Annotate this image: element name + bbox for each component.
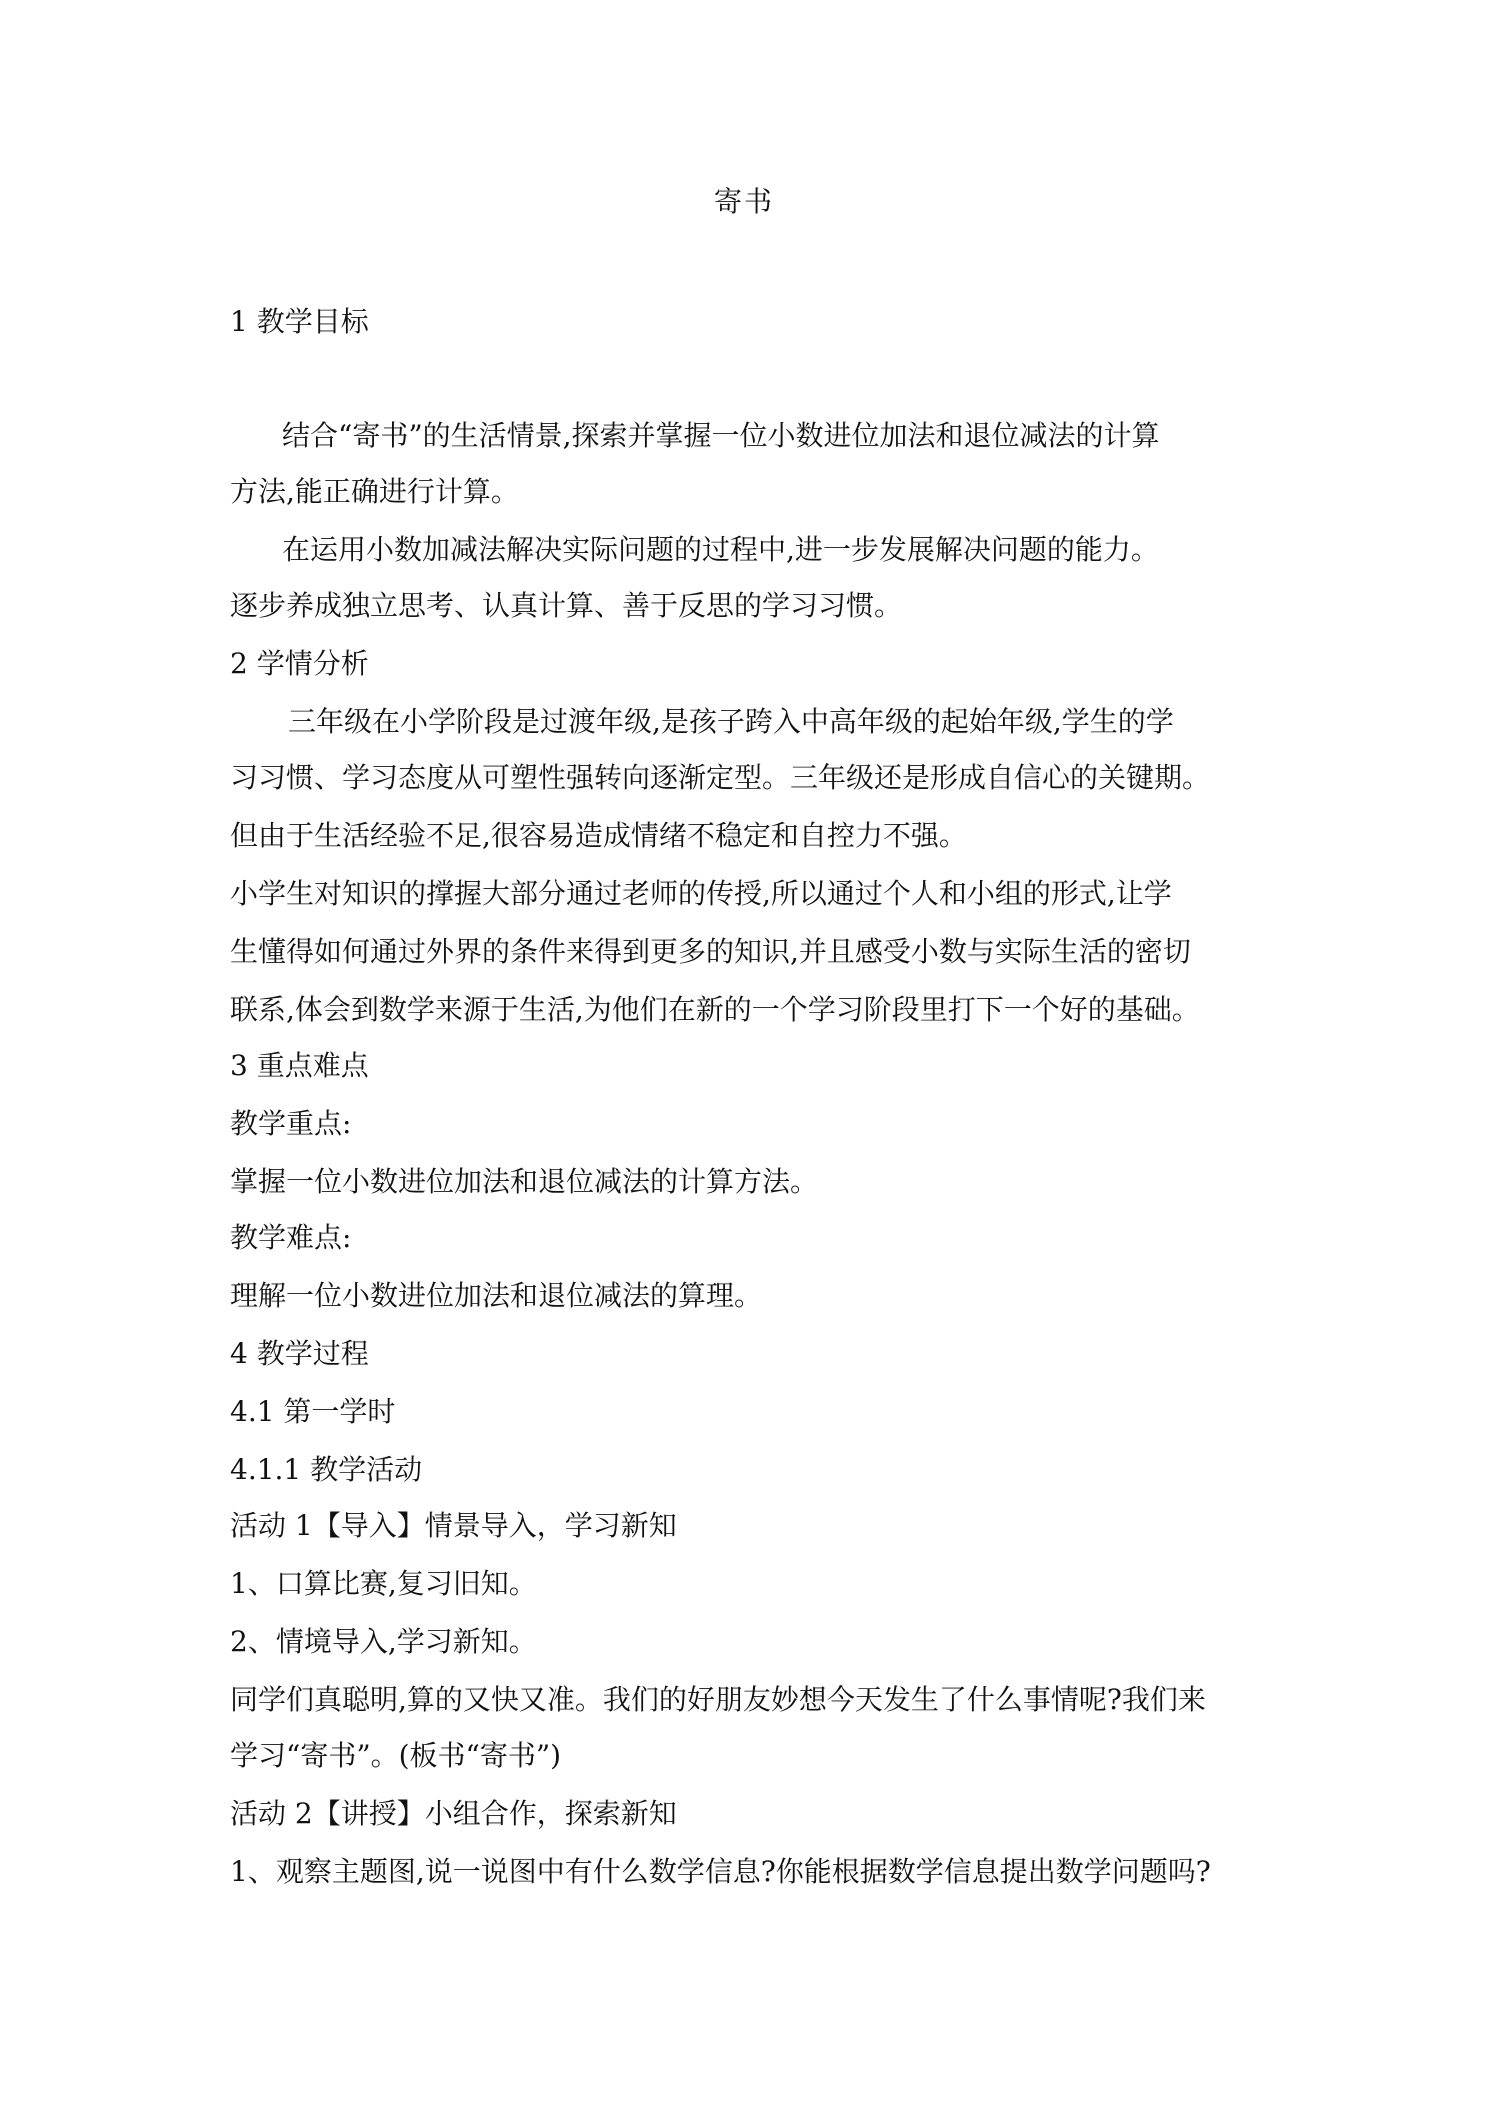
paragraph-line: 联系,体会到数学来源于生活,为他们在新的一个学习阶段里打下一个好的基础。 (230, 993, 1200, 1026)
paragraph-line: 同学们真聪明,算的又快又准。我们的好朋友妙想今天发生了什么事情呢?我们来 (230, 1683, 1206, 1716)
heading-teaching-activities: 4.1.1 教学活动 (230, 1453, 423, 1486)
paragraph-line: 结合“寄书”的生活情景,探索并掌握一位小数进位加法和退位减法的计算 (282, 419, 1160, 452)
subheading-teaching-difficulty: 教学难点: (230, 1221, 352, 1254)
activity-1-heading: 活动 1【导入】情景导入，学习新知 (230, 1509, 677, 1542)
paragraph-line: 逐步养成独立思考、认真计算、善于反思的学习习惯。 (230, 589, 903, 622)
paragraph-line: 理解一位小数进位加法和退位减法的算理。 (230, 1279, 763, 1312)
list-item: 1、观察主题图,说一说图中有什么数学信息?你能根据数学信息提出数学问题吗? (230, 1855, 1211, 1888)
paragraph-line: 小学生对知识的撑握大部分通过老师的传授,所以通过个人和小组的形式,让学 (230, 877, 1172, 910)
heading-student-analysis: 2 学情分析 (230, 647, 369, 680)
paragraph-line: 掌握一位小数进位加法和退位减法的计算方法。 (230, 1165, 819, 1198)
list-item: 1、口算比赛,复习旧知。 (230, 1567, 537, 1600)
activity-2-heading: 活动 2【讲授】小组合作，探索新知 (230, 1797, 677, 1830)
paragraph-line: 三年级在小学阶段是过渡年级,是孩子跨入中高年级的起始年级,学生的学 (288, 705, 1174, 738)
paragraph-line: 生懂得如何通过外界的条件来得到更多的知识,并且感受小数与实际生活的密切 (230, 935, 1191, 968)
heading-teaching-process: 4 教学过程 (230, 1337, 369, 1370)
document-title: 寄书 (713, 185, 774, 218)
paragraph-line: 习习惯、学习态度从可塑性强转向逐渐定型。三年级还是形成自信心的关键期。 (230, 761, 1211, 794)
heading-first-lesson: 4.1 第一学时 (230, 1395, 396, 1428)
heading-key-points: 3 重点难点 (230, 1049, 369, 1082)
paragraph-line: 但由于生活经验不足,很容易造成情绪不稳定和自控力不强。 (230, 819, 967, 852)
paragraph-line: 在运用小数加减法解决实际问题的过程中,进一步发展解决问题的能力。 (282, 533, 1159, 566)
heading-teaching-goals: 1 教学目标 (230, 305, 369, 338)
paragraph-line: 学习“寄书”。(板书“寄书”) (230, 1739, 562, 1772)
subheading-teaching-focus: 教学重点: (230, 1107, 352, 1140)
paragraph-line: 方法,能正确进行计算。 (230, 475, 519, 508)
list-item: 2、情境导入,学习新知。 (230, 1625, 537, 1658)
